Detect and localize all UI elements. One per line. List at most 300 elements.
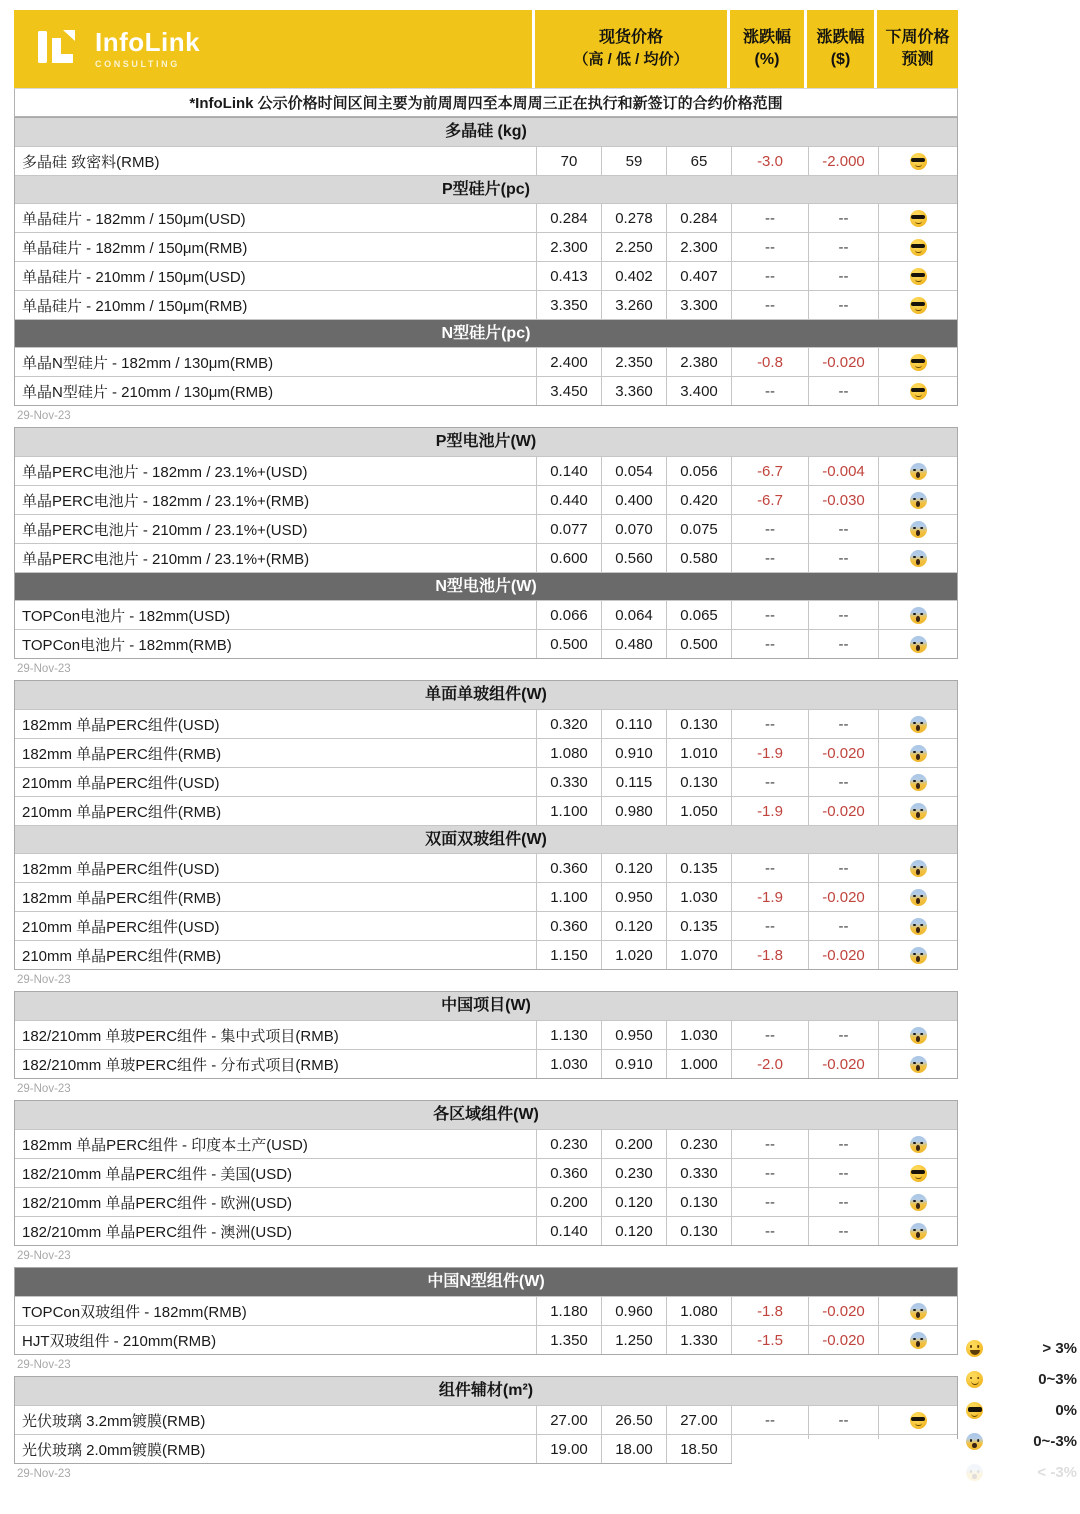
section-header: 组件辅材(m²) (15, 1377, 957, 1405)
change-pct: -- (731, 1130, 808, 1158)
low-price: 0.230 (601, 1159, 666, 1187)
change-pct: -1.9 (731, 797, 808, 825)
forecast-cell (878, 883, 957, 911)
low-price: 0.200 (601, 1130, 666, 1158)
change-pct: -1.9 (731, 883, 808, 911)
change-pct: -- (731, 204, 808, 232)
avg-price: 0.135 (666, 854, 731, 882)
low-price: 0.910 (601, 739, 666, 767)
forecast-cell (878, 797, 957, 825)
row-name: TOPCon双玻组件 - 182mm(RMB) (22, 1303, 247, 1321)
forecast-cell (878, 1188, 957, 1216)
price-blocks (14, 117, 958, 1485)
change-pct: -- (731, 630, 808, 658)
price-row (15, 376, 957, 405)
row-name: 单晶PERC电池片 - 210mm / 23.1%+(USD) (22, 521, 308, 539)
high-price: 1.180 (536, 1297, 601, 1325)
section-header: N型电池片(W) (15, 572, 957, 600)
avg-price: 0.420 (666, 486, 731, 514)
spot-price-sublabel: （高 / 低 / 均价） (573, 51, 689, 68)
price-row (15, 629, 957, 658)
section-header: 多晶硅 (kg) (15, 118, 957, 146)
price-row (15, 709, 957, 738)
forecast-cell (878, 348, 957, 376)
high-price: 0.360 (536, 854, 601, 882)
price-block (14, 1267, 958, 1355)
low-price: 0.120 (601, 854, 666, 882)
avg-price: 2.380 (666, 348, 731, 376)
low-price: 0.054 (601, 457, 666, 485)
brand-subtitle: CONSULTING (95, 59, 180, 69)
cool-emoji-icon (910, 1412, 927, 1429)
change-pct: -3.0 (731, 147, 808, 175)
change-pct: -6.7 (731, 486, 808, 514)
price-row (15, 290, 957, 319)
date-label: 29-Nov-23 (17, 1083, 71, 1095)
change-usd: -- (808, 204, 878, 232)
legend-item (966, 1395, 1077, 1426)
price-row (15, 261, 957, 290)
scream-emoji-icon (910, 803, 927, 820)
date-label: 29-Nov-23 (17, 1250, 71, 1262)
smile-emoji-icon (966, 1371, 983, 1388)
change-pct: -- (731, 1159, 808, 1187)
avg-price: 0.075 (666, 515, 731, 543)
legend-label: > 3% (1042, 1340, 1077, 1357)
scream-emoji-icon (910, 918, 927, 935)
forecast-cell (878, 1130, 957, 1158)
scream-emoji-icon (910, 1136, 927, 1153)
price-row (15, 514, 957, 543)
forecast-cell (878, 233, 957, 261)
avg-price: 3.400 (666, 377, 731, 405)
low-price: 26.50 (601, 1406, 666, 1434)
low-price: 1.020 (601, 941, 666, 969)
price-period-note: *InfoLink 公示价格时间区间主要为前周周四至本周周三正在执行和新签订的合约价格范围 (14, 88, 958, 117)
forecast-cell (878, 601, 957, 629)
change-pct: -- (731, 854, 808, 882)
change-usd: -0.020 (808, 883, 878, 911)
change-pct-label: 涨跌幅 (742, 29, 791, 46)
change-usd: -- (808, 1130, 878, 1158)
forecast-cell (878, 377, 957, 405)
price-block (14, 117, 958, 406)
high-price: 0.230 (536, 1130, 601, 1158)
change-usd: -- (808, 515, 878, 543)
row-name: 多晶硅 致密料(RMB) (22, 153, 160, 171)
high-price: 0.066 (536, 601, 601, 629)
high-price: 70 (536, 147, 601, 175)
legend-label: 0~-3% (1033, 1433, 1077, 1450)
cool-emoji-icon (910, 354, 927, 371)
scream-emoji-icon (910, 947, 927, 964)
avg-price: 1.000 (666, 1050, 731, 1078)
high-price: 27.00 (536, 1406, 601, 1434)
low-price: 0.402 (601, 262, 666, 290)
row-name: 光伏玻璃 3.2mm镀膜(RMB) (22, 1412, 206, 1430)
change-usd: -- (808, 630, 878, 658)
scream-emoji-icon (910, 492, 927, 509)
change-pct: -6.7 (731, 457, 808, 485)
change-pct: -- (731, 515, 808, 543)
price-row (15, 940, 957, 969)
change-pct: -- (731, 1021, 808, 1049)
price-block (14, 427, 958, 659)
legend-label: < -3% (1037, 1464, 1077, 1481)
scream-emoji-icon (910, 860, 927, 877)
change-pct: -- (731, 912, 808, 940)
low-price: 0.950 (601, 883, 666, 911)
avg-price: 2.300 (666, 233, 731, 261)
change-pct-unit: (%) (754, 51, 780, 68)
price-block (14, 1100, 958, 1246)
cool-emoji-icon (966, 1402, 983, 1419)
brand-name: InfoLink (95, 27, 201, 57)
forecast-sublabel: 预测 (901, 51, 934, 68)
avg-price: 3.300 (666, 291, 731, 319)
cool-emoji-icon (910, 297, 927, 314)
change-usd: -- (808, 544, 878, 572)
avg-price: 1.050 (666, 797, 731, 825)
change-usd: -- (808, 1217, 878, 1245)
scream-emoji-icon (910, 550, 927, 567)
change-pct: -1.9 (731, 739, 808, 767)
price-row (15, 853, 957, 882)
price-block (14, 680, 958, 970)
forecast-cell (878, 710, 957, 738)
section-header: N型硅片(pc) (15, 319, 957, 347)
column-header-change-pct (730, 10, 807, 88)
change-usd: -0.020 (808, 941, 878, 969)
price-row (15, 1187, 957, 1216)
price-row (15, 1158, 957, 1187)
low-price: 2.250 (601, 233, 666, 261)
low-price: 0.910 (601, 1050, 666, 1078)
avg-price: 0.330 (666, 1159, 731, 1187)
cool-emoji-icon (910, 383, 927, 400)
low-price: 0.120 (601, 1188, 666, 1216)
row-name: HJT双玻组件 - 210mm(RMB) (22, 1332, 217, 1350)
change-usd: -2.000 (808, 147, 878, 175)
change-usd: -- (808, 1159, 878, 1187)
change-usd: -- (808, 1021, 878, 1049)
avg-price: 0.065 (666, 601, 731, 629)
avg-price: 0.580 (666, 544, 731, 572)
forecast-cell (878, 739, 957, 767)
price-row (15, 232, 957, 261)
cool-emoji-icon (910, 153, 927, 170)
low-price: 0.278 (601, 204, 666, 232)
scream-emoji-icon (910, 889, 927, 906)
high-price: 0.440 (536, 486, 601, 514)
price-row (15, 347, 957, 376)
change-pct: -- (731, 544, 808, 572)
low-price: 3.260 (601, 291, 666, 319)
avg-price: 18.50 (666, 1435, 731, 1463)
grin-emoji-icon (966, 1340, 983, 1357)
change-usd: -- (808, 1406, 878, 1434)
high-price: 1.100 (536, 883, 601, 911)
forecast-cell (878, 1021, 957, 1049)
row-name: 单晶硅片 - 210mm / 150μm(USD) (22, 268, 246, 286)
spot-price-label: 现货价格 (598, 29, 663, 46)
change-usd: -0.020 (808, 739, 878, 767)
row-name: 182mm 单晶PERC组件(RMB) (22, 889, 222, 907)
high-price: 1.030 (536, 1050, 601, 1078)
high-price: 0.200 (536, 1188, 601, 1216)
change-usd: -0.020 (808, 797, 878, 825)
scream-emoji-icon (966, 1464, 983, 1481)
row-name: 单晶N型硅片 - 182mm / 130μm(RMB) (22, 354, 274, 372)
forecast-cell (878, 204, 957, 232)
low-price: 0.070 (601, 515, 666, 543)
row-name: TOPCon电池片 - 182mm(RMB) (22, 636, 232, 654)
section-header: 单面单玻组件(W) (15, 681, 957, 709)
legend-item (966, 1364, 1077, 1395)
change-pct: -1.8 (731, 941, 808, 969)
logo-cell (14, 10, 535, 88)
section-header: 双面双玻组件(W) (15, 825, 957, 853)
price-row (15, 1405, 957, 1434)
forecast-cell (878, 1326, 957, 1354)
forecast-cell (878, 1297, 957, 1325)
high-price: 0.413 (536, 262, 601, 290)
low-price: 0.560 (601, 544, 666, 572)
forecast-cell (878, 1406, 957, 1434)
row-name: 210mm 单晶PERC组件(USD) (22, 774, 220, 792)
change-usd: -0.020 (808, 348, 878, 376)
forecast-cell (878, 262, 957, 290)
legend-label: 0~3% (1038, 1371, 1077, 1388)
price-row (15, 796, 957, 825)
change-pct: -0.8 (731, 348, 808, 376)
row-name: 210mm 单晶PERC组件(RMB) (22, 803, 222, 821)
date-label: 29-Nov-23 (17, 1359, 71, 1371)
legend-label: 0% (1055, 1402, 1077, 1419)
change-pct: -- (731, 601, 808, 629)
price-row (15, 1049, 957, 1078)
price-sheet (14, 10, 958, 1485)
row-name: 182/210mm 单晶PERC组件 - 美国(USD) (22, 1165, 293, 1183)
row-name: 210mm 单晶PERC组件(RMB) (22, 947, 222, 965)
avg-price: 0.130 (666, 1217, 731, 1245)
row-name: 单晶N型硅片 - 210mm / 130μm(RMB) (22, 383, 274, 401)
high-price: 1.080 (536, 739, 601, 767)
scream-emoji-icon (910, 521, 927, 538)
high-price: 3.350 (536, 291, 601, 319)
price-row (15, 600, 957, 629)
price-row (15, 882, 957, 911)
legend-item (966, 1457, 1077, 1488)
change-usd: -0.020 (808, 1050, 878, 1078)
scream-emoji-icon (910, 1056, 927, 1073)
column-header-change-usd (807, 10, 877, 88)
legend-item (966, 1426, 1077, 1457)
scream-emoji-icon (910, 716, 927, 733)
high-price: 0.077 (536, 515, 601, 543)
high-price: 0.330 (536, 768, 601, 796)
high-price: 0.500 (536, 630, 601, 658)
change-pct: -- (731, 710, 808, 738)
row-name: 182mm 单晶PERC组件(RMB) (22, 745, 222, 763)
price-row (15, 1020, 957, 1049)
high-price: 1.350 (536, 1326, 601, 1354)
change-usd: -- (808, 233, 878, 261)
scream-emoji-icon (910, 1223, 927, 1240)
forecast-cell (878, 147, 957, 175)
change-usd: -- (808, 710, 878, 738)
forecast-cell (878, 544, 957, 572)
date-label: 29-Nov-23 (17, 410, 71, 422)
change-usd: -- (808, 262, 878, 290)
change-usd: -0.020 (808, 1297, 878, 1325)
high-price: 1.100 (536, 797, 601, 825)
low-price: 0.960 (601, 1297, 666, 1325)
price-row (15, 1216, 957, 1245)
forecast-cell (878, 941, 957, 969)
row-name: 单晶硅片 - 210mm / 150μm(RMB) (22, 297, 248, 315)
cool-emoji-icon (910, 268, 927, 285)
change-usd: -- (808, 601, 878, 629)
row-name: 单晶硅片 - 182mm / 150μm(USD) (22, 210, 246, 228)
change-usd-unit: ($) (830, 51, 851, 68)
low-price: 0.110 (601, 710, 666, 738)
avg-price: 1.010 (666, 739, 731, 767)
row-name: 182/210mm 单玻PERC组件 - 分布式项目(RMB) (22, 1056, 339, 1074)
scream-emoji-icon (910, 1303, 927, 1320)
change-pct: -- (731, 1188, 808, 1216)
avg-price: 1.030 (666, 1021, 731, 1049)
change-pct: -2.0 (731, 1050, 808, 1078)
row-name: 单晶PERC电池片 - 182mm / 23.1%+(USD) (22, 463, 308, 481)
row-name: 182/210mm 单玻PERC组件 - 集中式项目(RMB) (22, 1027, 339, 1045)
row-name: TOPCon电池片 - 182mm(USD) (22, 607, 231, 625)
change-pct: -1.5 (731, 1326, 808, 1354)
section-header: 中国项目(W) (15, 992, 957, 1020)
price-row (15, 146, 957, 175)
avg-price: 0.407 (666, 262, 731, 290)
row-name: 单晶硅片 - 182mm / 150μm(RMB) (22, 239, 248, 257)
cool-emoji-icon (910, 210, 927, 227)
change-usd: -- (808, 854, 878, 882)
price-row (15, 1129, 957, 1158)
infolink-logo-icon (36, 26, 82, 73)
low-price: 0.064 (601, 601, 666, 629)
low-price: 3.360 (601, 377, 666, 405)
legend-item (966, 1333, 1077, 1364)
low-price: 0.480 (601, 630, 666, 658)
low-price: 18.00 (601, 1435, 666, 1463)
section-header: 中国N型组件(W) (15, 1268, 957, 1296)
row-name: 182/210mm 单晶PERC组件 - 澳洲(USD) (22, 1223, 293, 1241)
high-price: 1.150 (536, 941, 601, 969)
scream-emoji-icon (910, 1194, 927, 1211)
row-name: 210mm 单晶PERC组件(USD) (22, 918, 220, 936)
change-pct: -1.8 (731, 1297, 808, 1325)
column-header-spot-price (535, 10, 730, 88)
forecast-cell (878, 1217, 957, 1245)
price-row (15, 1296, 957, 1325)
avg-price: 0.130 (666, 710, 731, 738)
section-header: P型电池片(W) (15, 428, 957, 456)
change-usd: -- (808, 1188, 878, 1216)
high-price: 0.360 (536, 912, 601, 940)
forecast-cell (878, 515, 957, 543)
avg-price: 0.230 (666, 1130, 731, 1158)
change-pct: -- (731, 377, 808, 405)
avg-price: 0.500 (666, 630, 731, 658)
change-usd-label: 涨跌幅 (816, 29, 865, 46)
row-name: 182/210mm 单晶PERC组件 - 欧洲(USD) (22, 1194, 293, 1212)
price-block (14, 991, 958, 1079)
change-usd: -- (808, 291, 878, 319)
forecast-cell (878, 291, 957, 319)
forecast-cell (878, 912, 957, 940)
change-pct: -- (731, 291, 808, 319)
scream-emoji-icon (910, 463, 927, 480)
erased-area (732, 1439, 960, 1470)
low-price: 1.250 (601, 1326, 666, 1354)
date-label: 29-Nov-23 (17, 663, 71, 675)
low-price: 0.120 (601, 1217, 666, 1245)
scream-emoji-icon (910, 745, 927, 762)
avg-price: 0.284 (666, 204, 731, 232)
row-name: 182mm 单晶PERC组件(USD) (22, 716, 220, 734)
price-row (15, 767, 957, 796)
change-usd: -- (808, 768, 878, 796)
avg-price: 0.135 (666, 912, 731, 940)
low-price: 0.950 (601, 1021, 666, 1049)
avg-price: 1.330 (666, 1326, 731, 1354)
high-price: 2.400 (536, 348, 601, 376)
avg-price: 1.080 (666, 1297, 731, 1325)
section-header: 各区域组件(W) (15, 1101, 957, 1129)
row-name: 182mm 单晶PERC组件(USD) (22, 860, 220, 878)
row-name: 光伏玻璃 2.0mm镀膜(RMB) (22, 1441, 206, 1459)
scream-emoji-icon (910, 1332, 927, 1349)
price-row (15, 203, 957, 232)
low-price: 0.980 (601, 797, 666, 825)
change-usd: -0.020 (808, 1326, 878, 1354)
date-label: 29-Nov-23 (17, 1468, 71, 1480)
price-row (15, 1325, 957, 1354)
forecast-cell (878, 486, 957, 514)
forecast-legend (966, 1333, 1077, 1488)
table-header (14, 10, 958, 88)
section-header: P型硅片(pc) (15, 175, 957, 203)
date-label: 29-Nov-23 (17, 974, 71, 986)
scream-emoji-icon (910, 1027, 927, 1044)
avg-price: 0.056 (666, 457, 731, 485)
cool-emoji-icon (910, 1165, 927, 1182)
change-pct: -- (731, 1406, 808, 1434)
change-usd: -- (808, 912, 878, 940)
price-row (15, 456, 957, 485)
avg-price: 65 (666, 147, 731, 175)
change-usd: -0.030 (808, 486, 878, 514)
high-price: 2.300 (536, 233, 601, 261)
change-pct: -- (731, 1217, 808, 1245)
high-price: 0.360 (536, 1159, 601, 1187)
column-header-forecast (877, 10, 958, 88)
change-usd: -- (808, 377, 878, 405)
forecast-label: 下周价格 (885, 29, 950, 46)
price-row (15, 543, 957, 572)
change-usd: -0.004 (808, 457, 878, 485)
high-price: 3.450 (536, 377, 601, 405)
avg-price: 0.130 (666, 768, 731, 796)
low-price: 0.115 (601, 768, 666, 796)
